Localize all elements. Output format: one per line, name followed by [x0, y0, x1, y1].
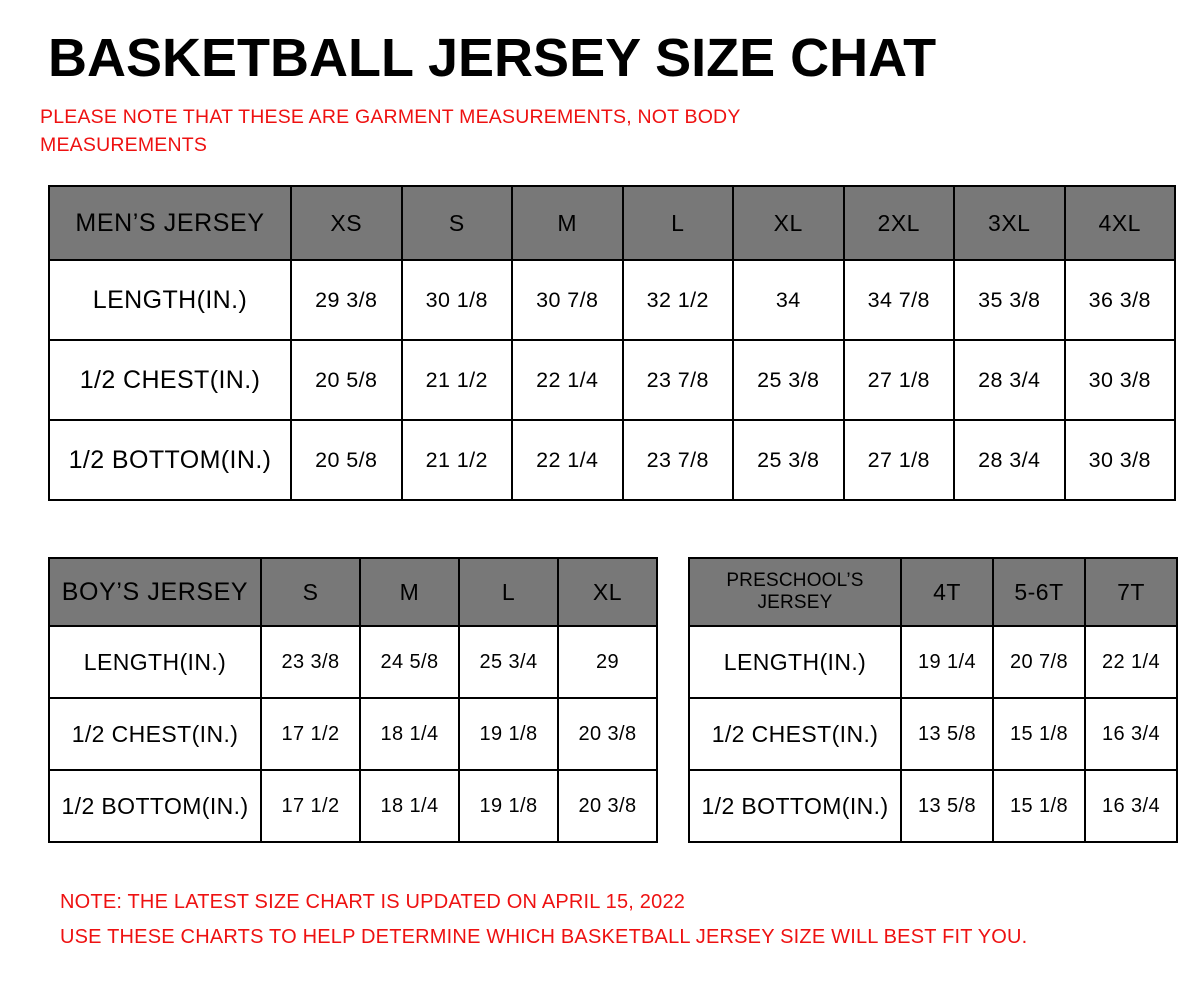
table-cell: 22 1/4	[512, 420, 623, 500]
table-cell: 25 3/8	[733, 340, 844, 420]
row-label: 1/2 CHEST(IN.)	[49, 340, 291, 420]
row-label: LENGTH(IN.)	[49, 626, 261, 698]
table-cell: 27 1/8	[844, 340, 955, 420]
bottom-notes	[60, 885, 1174, 955]
table-cell: 23 3/8	[261, 626, 360, 698]
column-header: 4XL	[1065, 186, 1176, 260]
table-cell: 28 3/4	[954, 340, 1065, 420]
row-label: 1/2 BOTTOM(IN.)	[49, 420, 291, 500]
column-header: XL	[733, 186, 844, 260]
column-header: 2XL	[844, 186, 955, 260]
boys-jersey-table	[48, 557, 658, 843]
row-label: LENGTH(IN.)	[689, 626, 901, 698]
table-cell: 34 7/8	[844, 260, 955, 340]
table-cell: 20 3/8	[558, 770, 657, 842]
column-header: M	[512, 186, 623, 260]
table-cell: 17 1/2	[261, 698, 360, 770]
table-cell: 32 1/2	[623, 260, 734, 340]
table-cell: 25 3/4	[459, 626, 558, 698]
row-label: 1/2 CHEST(IN.)	[689, 698, 901, 770]
table-row	[689, 626, 1177, 698]
table-cell: 23 7/8	[623, 340, 734, 420]
table-row	[49, 260, 1175, 340]
table-cell: 17 1/2	[261, 770, 360, 842]
column-header: MEN’S JERSEY	[49, 186, 291, 260]
table-cell: 20 5/8	[291, 420, 402, 500]
row-label: 1/2 BOTTOM(IN.)	[689, 770, 901, 842]
table-cell: 13 5/8	[901, 698, 993, 770]
table-cell: 21 1/2	[402, 340, 513, 420]
column-header: 3XL	[954, 186, 1065, 260]
column-header: L	[459, 558, 558, 626]
preschool-jersey-table	[688, 557, 1178, 843]
table-cell: 22 1/4	[1085, 626, 1177, 698]
column-header: L	[623, 186, 734, 260]
table-row	[49, 698, 657, 770]
column-header: XS	[291, 186, 402, 260]
column-header: S	[261, 558, 360, 626]
column-header: PRESCHOOL’S JERSEY	[689, 558, 901, 626]
table-row	[49, 626, 657, 698]
table-cell: 29	[558, 626, 657, 698]
table-cell: 36 3/8	[1065, 260, 1176, 340]
table-cell: 18 1/4	[360, 698, 459, 770]
table-cell: 27 1/8	[844, 420, 955, 500]
table-cell: 21 1/2	[402, 420, 513, 500]
table-cell: 30 7/8	[512, 260, 623, 340]
table-header-row	[49, 558, 657, 626]
table-cell: 35 3/8	[954, 260, 1065, 340]
table-cell: 20 7/8	[993, 626, 1085, 698]
table-row	[689, 698, 1177, 770]
table-cell: 16 3/4	[1085, 770, 1177, 842]
table-header-row	[49, 186, 1175, 260]
row-label: LENGTH(IN.)	[49, 260, 291, 340]
row-label: 1/2 CHEST(IN.)	[49, 698, 261, 770]
bottom-note-update: NOTE: THE LATEST SIZE CHART IS UPDATED ON APRIL 15, 2022	[60, 891, 686, 914]
table-row	[49, 420, 1175, 500]
column-header: 4T	[901, 558, 993, 626]
column-header: BOY’S JERSEY	[49, 558, 261, 626]
table-cell: 22 1/4	[512, 340, 623, 420]
table-cell: 28 3/4	[954, 420, 1065, 500]
table-row	[49, 340, 1175, 420]
table-cell: 24 5/8	[360, 626, 459, 698]
table-cell: 30 3/8	[1065, 340, 1176, 420]
table-row	[689, 770, 1177, 842]
table-cell: 15 1/8	[993, 770, 1085, 842]
table-cell: 23 7/8	[623, 420, 734, 500]
table-row	[49, 770, 657, 842]
mens-jersey-table	[48, 185, 1176, 501]
table-cell: 30 3/8	[1065, 420, 1176, 500]
column-header: XL	[558, 558, 657, 626]
row-label: 1/2 BOTTOM(IN.)	[49, 770, 261, 842]
table-cell: 25 3/8	[733, 420, 844, 500]
page-title: BASKETBALL JERSEY SIZE CHAT	[48, 28, 937, 88]
table-cell: 13 5/8	[901, 770, 993, 842]
column-header: 5-6T	[993, 558, 1085, 626]
table-cell: 16 3/4	[1085, 698, 1177, 770]
bottom-note-usage: USE THESE CHARTS TO HELP DETERMINE WHICH BASKETBALL JERSEY SIZE WILL BEST FIT YOU.	[60, 926, 1028, 949]
table-cell: 18 1/4	[360, 770, 459, 842]
column-header: S	[402, 186, 513, 260]
table-cell: 34	[733, 260, 844, 340]
top-note: PLEASE NOTE THAT THESE ARE GARMENT MEASUREMENTS, NOT BODY MEASUREMENTS	[40, 105, 741, 156]
column-header: 7T	[1085, 558, 1177, 626]
table-cell: 30 1/8	[402, 260, 513, 340]
table-cell: 29 3/8	[291, 260, 402, 340]
table-header-row	[689, 558, 1177, 626]
table-cell: 19 1/8	[459, 770, 558, 842]
column-header: M	[360, 558, 459, 626]
table-cell: 20 5/8	[291, 340, 402, 420]
table-cell: 19 1/4	[901, 626, 993, 698]
table-cell: 15 1/8	[993, 698, 1085, 770]
lower-tables-row	[48, 557, 1174, 843]
table-cell: 19 1/8	[459, 698, 558, 770]
table-cell: 20 3/8	[558, 698, 657, 770]
